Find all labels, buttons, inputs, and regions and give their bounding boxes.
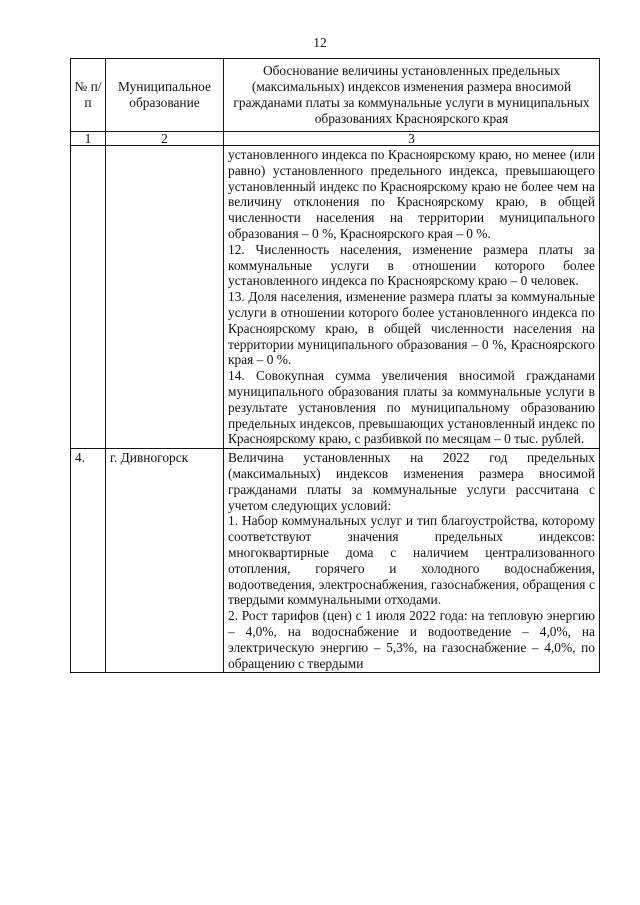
- column-numbers-row: [71, 132, 600, 146]
- paragraph: 1. Набор коммунальных услуг и тип благоустройства, которому соответствуют значения предельных индексов: многоквартирные дома с наличием централизованного отопления, горячего и холодного водоснабжения, водоотведения, электроснабжения, газоснабжения, обращения с твердыми коммунальными отходами.: [228, 513, 595, 608]
- paragraph: 2. Рост тарифов (цен) с 1 июля 2022 года: на тепловую энергию – 4,0%, на водоснабжение и водоотведение – 4,0%, на электрическую энергию – 5,3%, на газоснабжение – 4,0%, по обращению с твердыми: [228, 608, 595, 671]
- row-justification-cell: [224, 449, 600, 673]
- row-municipality-cell: [106, 146, 224, 449]
- col-number-1: 1: [71, 132, 106, 146]
- paragraph: Величина установленных на 2022 год предельных (максимальных) индексов изменения размера вносимой гражданами платы за коммунальные услуги рассчитана с учетом следующих условий:: [228, 450, 595, 513]
- paragraph: 14. Совокупная сумма увеличения вносимой гражданами муниципального образования платы за коммунальные услуги в результате установления по муниципальному образованию предельных индексов, превышающих установленный индекс по Красноярскому краю, с разбивкой по месяцам – 0 тыс. рублей.: [228, 368, 595, 447]
- header-justification: Обоснование величины установленных предельных (максимальных) индексов изменения размера вносимой гражданами платы за коммунальные услуги в муниципальных образованиях Красноярского края: [224, 59, 600, 132]
- col-number-2: 2: [106, 132, 224, 146]
- page-number: 12: [313, 35, 327, 50]
- row-justification-cell: [224, 146, 600, 449]
- row-number-cell: 4.: [71, 449, 106, 673]
- table-header-row: [71, 59, 600, 132]
- col-number-3: 3: [224, 132, 600, 146]
- paragraph: установленного индекса по Красноярскому краю, но менее (или равно) установленного предельного индекса, превышающего установленный индекс по Красноярскому краю не более чем на величину отклонения по Красноярскому краю, в общей численности населения на территории муниципального образования – 0 %, Красноярского края – 0 %.: [228, 147, 595, 241]
- indices-table: [70, 58, 600, 673]
- table-row: [71, 449, 600, 673]
- paragraph: 12. Численность населения, изменение размера платы за коммунальные услуги в отношении которого более установленного индекса по Красноярскому краю – 0 человек.: [228, 241, 595, 289]
- table-row: [71, 146, 600, 449]
- paragraph: 13. Доля населения, изменение размера платы за коммунальные услуги в отношении которого более установленного индекса по Красноярскому краю, в общей численности населения на территории муниципального образования – 0 %, Красноярского края – 0 %.: [228, 289, 595, 368]
- header-municipality: Муниципальное образование: [106, 59, 224, 132]
- row-municipality-cell: г. Дивногорск: [106, 449, 224, 673]
- header-number: № п/п: [71, 59, 106, 132]
- row-number-cell: [71, 146, 106, 449]
